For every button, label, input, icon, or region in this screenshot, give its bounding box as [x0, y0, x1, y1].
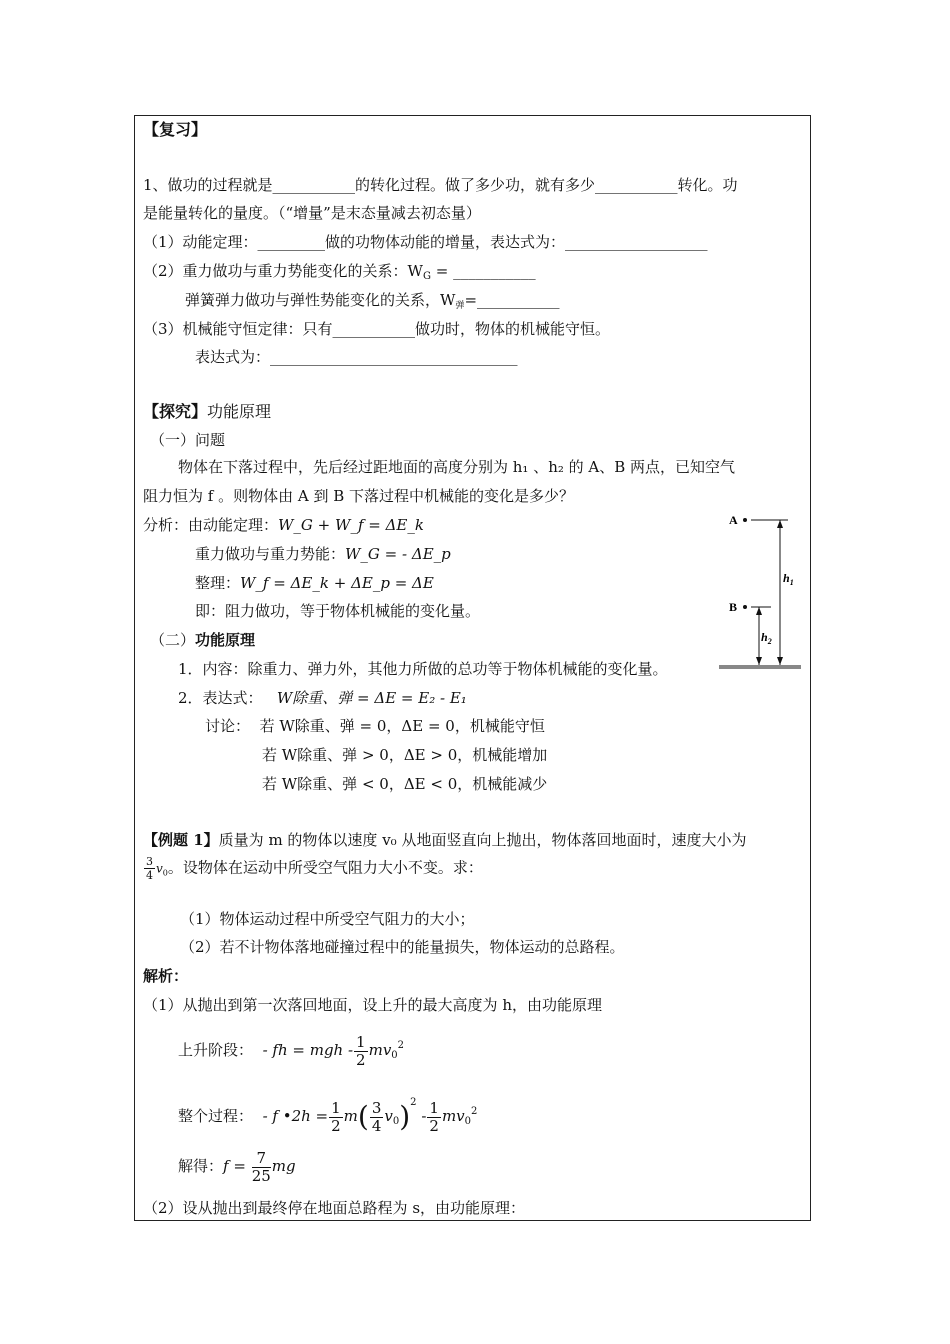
h1-label: $h_1$ [783, 571, 794, 587]
review-conservation: （3）机械能守恒定律：只有___________做功时，物体的机械能守恒。 [143, 320, 611, 338]
analysis-line-1: 分析：由动能定理：W_G + W_f = ΔE_k [143, 516, 424, 534]
falling-height-diagram [715, 508, 815, 678]
example-1-line-1: 【例题 1】质量为 m 的物体以速度 v₀ 从地面竖直向上抛出，物体落回地面时，速度大小为 [143, 831, 747, 849]
solution-step-2: （2）设从抛出到最终停在地面总路程为 s，由功能原理： [143, 1199, 526, 1217]
example-1-question-1: （1）物体运动过程中所受空气阻力的大小； [180, 910, 475, 928]
discussion-3: 若 W除重、弹 < 0，ΔE < 0，机械能减少 [262, 775, 548, 793]
ground-surface [719, 665, 801, 669]
point-b-marker [743, 605, 747, 609]
solution-title: 解析： [143, 967, 189, 985]
h1-arrow-bottom [777, 657, 783, 665]
h1-arrow-top [777, 520, 783, 528]
analysis-line-2: 重力做功与重力势能：W_G = - ΔE_p [195, 545, 451, 563]
diagram-label-b: B [729, 600, 738, 614]
explore-problem-heading: （一）问题 [150, 431, 226, 449]
example-1-question-2: （2）若不计物体落地碰撞过程中的能量损失，物体运动的总路程。 [180, 938, 625, 956]
review-expression: 表达式为：_________________________________ [195, 348, 518, 366]
example-1-line-2: $\frac{3}{4}$ $v_0$。设物体在运动中所受空气阻力大小不变。求： [146, 855, 483, 882]
solution-step-1: （1）从抛出到第一次落回地面，设上升的最大高度为 h，由功能原理 [143, 996, 602, 1014]
fraction-three-quarters-eq: $\frac{3}{4}$ [371, 1098, 382, 1135]
fraction-three-quarters: $\frac{3}{4}$ [146, 855, 153, 882]
result-equation: 解得：f = $\frac{7}{25}$ mg [178, 1148, 296, 1185]
discussion-1: 讨论： 若 W除重、弹 = 0，ΔE = 0，机械能守恒 [205, 717, 545, 735]
whole-process-equation: 整个过程： - f •2h = $\frac{1}{2}$ m( $\frac{3}{4}$ $v_0)^2$ - $\frac{1}{2}$ $mv_0^2$ [178, 1097, 478, 1135]
review-line-2: 是能量转化的量度。（“增量”是末态量减去初态量） [143, 204, 481, 222]
point-a-marker [743, 518, 747, 522]
h2-label: $h_2$ [761, 630, 772, 646]
review-spring-work: 弹簧弹力做功与弹性势能变化的关系，$W_弹=\_\_\_\_\_\_\_\_\_\_\_$ [185, 291, 560, 311]
review-gravity-work: （2）重力做功与重力势能变化的关系：$W_G$ = ___________ [143, 262, 536, 282]
explore-problem-line-2: 阻力恒为 f 。则物体由 A 到 B 下落过程中机械能的变化是多少？ [143, 487, 575, 505]
diagram-label-a: A [729, 513, 738, 527]
fraction-half: $\frac{1}{2}$ [356, 1032, 366, 1069]
principle-expression: 2．表达式： W除重、弹 = ΔE = E₂ - E₁ [178, 689, 467, 707]
discussion-2: 若 W除重、弹 > 0，ΔE > 0，机械能增加 [262, 746, 548, 764]
rising-stage-equation: 上升阶段： - fh = mgh - $\frac{1}{2}$ $mv_0^2$ [178, 1032, 405, 1069]
fraction-seven-25ths: $\frac{7}{25}$ [251, 1148, 271, 1185]
analysis-line-3: 整理：W_f = ΔE_k + ΔE_p = ΔE [195, 574, 434, 592]
h2-arrow-bottom [756, 657, 762, 665]
review-line-1: 1、做功的过程就是___________的转化过程。做了多少功，就有多少___________转化。功 [143, 176, 738, 194]
h2-arrow-top [756, 607, 762, 615]
principle-heading: （二）功能原理 [150, 631, 256, 649]
review-title: 【复习】 [143, 120, 208, 139]
analysis-conclusion: 即：阻力做功，等于物体机械能的变化量。 [195, 602, 481, 620]
review-kinetic-theorem: （1）动能定理：_________做的功物体动能的增量，表达式为：___________________ [143, 233, 708, 251]
explore-title: 【探究】功能原理 [143, 402, 272, 421]
explore-problem-line-1: 物体在下落过程中，先后经过距地面的高度分别为 h₁ 、h₂ 的 A、B 两点，已知空气 [178, 458, 736, 476]
principle-content: 1．内容：除重力、弹力外，其他力所做的总功等于物体机械能的变化量。 [178, 660, 668, 678]
